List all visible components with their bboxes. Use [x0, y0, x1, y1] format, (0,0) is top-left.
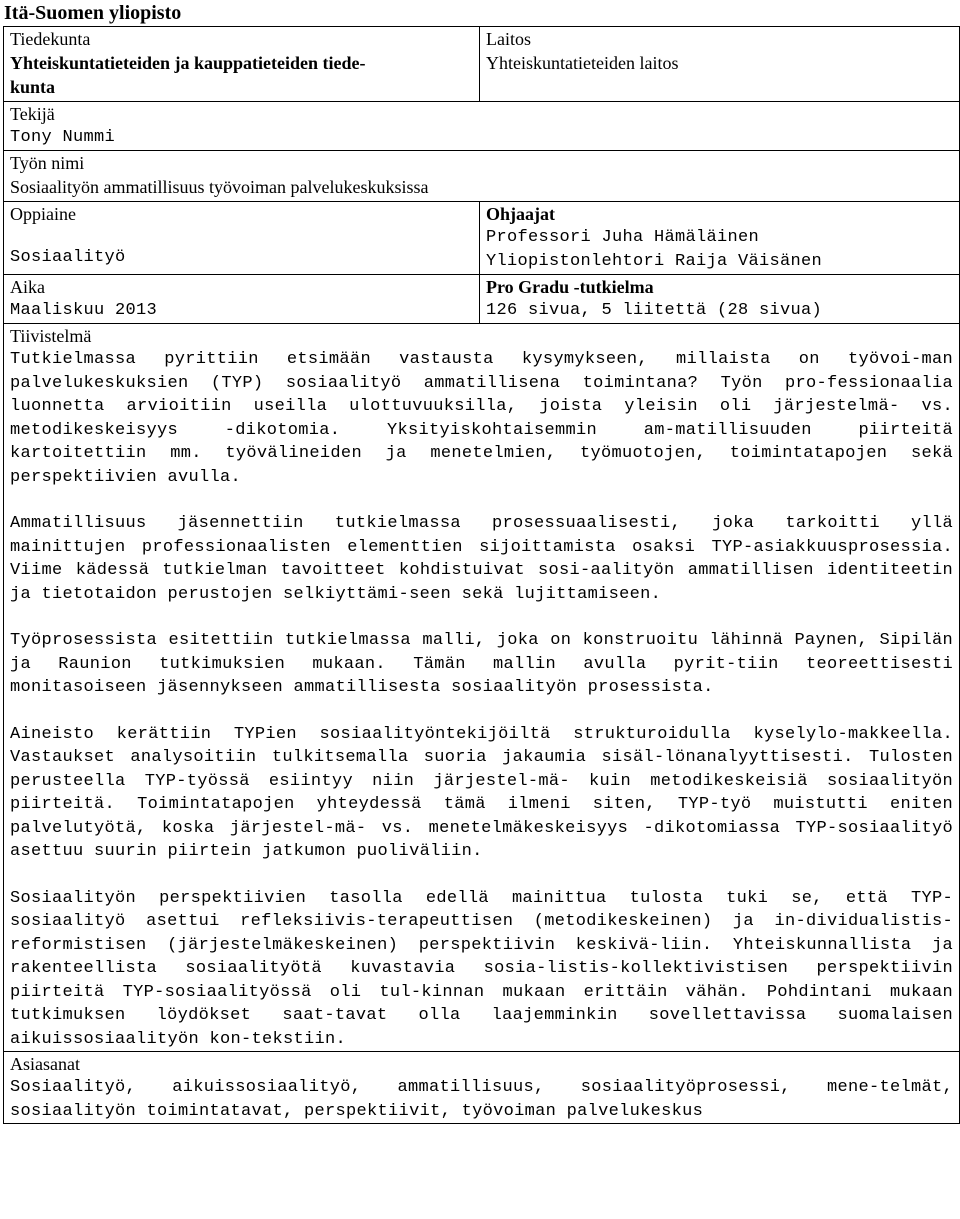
department-cell — [480, 27, 960, 102]
thesis-cell — [480, 275, 960, 324]
supervisor-1: Professori Juha Hämäläinen — [486, 228, 760, 247]
abstract-form — [3, 26, 960, 1124]
subject-value: Sosiaalityö — [10, 248, 126, 267]
thesis-label: Pro Gradu -tutkielma — [486, 277, 654, 297]
abstract-paragraph: Sosiaalityön perspektiivien tasolla edellä mainittua tulosta tuki se, että TYP-sosiaalityö asettui refleksiivis-terapeuttisen (metodikeskeinen) ja in-dividualistis-reformistisen (järjestelmäkeskeinen) perspektiivin keskivä-liin. Yhteiskunnallista ja rakenteellista sosiaalityötä kuvastavia sosia-listis-kollektivistisen perspektiivin piirteitä TYP-sosiaalityössä oli tul-kinnan mukaan erittäin vähän. Pohdintani mukaan tutkimuksen löydökset saat-tavat olla laajemminkin sovellettavissa suomalaisen aikuissosiaalityön kon-tekstiin. — [10, 888, 953, 1049]
supervisor-2: Yliopistonlehtori Raija Väisänen — [486, 252, 823, 271]
keywords-cell — [4, 1052, 960, 1124]
abstract-paragraph: Tutkielmassa pyrittiin etsimään vastausta kysymykseen, millaista on työvoi-man palvelukeskuksien (TYP) sosiaalityö ammatillisena toimintana? Työn pro-fessionaalia luonnetta arvioitiin useilla ulottuvuuksilla, joista yleisin oli järjestelmä- vs. metodikeskeisyys -dikotomia. Yksityiskohtaisemmin am-matillisuuden piirteitä kartoitettiin mm. työvälineiden ja menetelmien, työmuotojen, toimintatapojen sekä perspektiivien avulla. — [10, 350, 953, 487]
thesis-value: 126 sivua, 5 liitettä (28 sivua) — [486, 301, 823, 320]
time-cell — [4, 275, 480, 324]
subject-cell — [4, 202, 480, 275]
university-name: Itä-Suomen yliopisto — [4, 2, 182, 24]
keywords-label: Asiasanat — [10, 1054, 80, 1074]
author-label: Tekijä — [10, 104, 55, 124]
department-label: Laitos — [486, 29, 531, 49]
department-value: Yhteiskuntatieteiden laitos — [486, 53, 679, 73]
abstract-cell — [4, 324, 960, 1052]
faculty-value-line1: Yhteiskuntatieteiden ja kauppatieteiden tiede- — [10, 53, 366, 73]
work-title-cell — [4, 151, 960, 202]
work-title-value: Sosiaalityön ammatillisuus työvoiman palvelukeskuksissa — [10, 177, 429, 197]
subject-label: Oppiaine — [10, 204, 76, 224]
supervisors-cell — [480, 202, 960, 275]
supervisors-label: Ohjaajat — [486, 204, 555, 224]
abstract-label: Tiivistelmä — [10, 326, 92, 346]
abstract-paragraph: Ammatillisuus jäsennettiin tutkielmassa prosessuaalisesti, joka tarkoitti yllä mainittujen professionaalisten elementtien sijoittamista osaksi TYP-asiakkuusprosessia. Viime kädessä tutkielman tavoitteet kohdistuivat sosi-aalityön ammatillisen identiteetin ja tietotaidon perustojen selkiyttämi-seen sekä lujittamiseen. — [10, 514, 953, 604]
author-cell — [4, 102, 960, 151]
faculty-label: Tiedekunta — [10, 29, 91, 49]
author-value: Tony Nummi — [10, 128, 116, 147]
faculty-cell — [4, 27, 480, 102]
abstract-paragraph: Työprosessista esitettiin tutkielmassa malli, joka on konstruoitu lähinnä Paynen, Sipilän ja Raunion tutkimuksien mukaan. Tämän mallin avulla pyrit-tiin teoreettisesti monitasoiseen jäsennykseen ammatillisesta sosiaalityön prosessista. — [10, 631, 953, 697]
faculty-value-line2: kunta — [10, 77, 56, 97]
time-value: Maaliskuu 2013 — [10, 301, 158, 320]
keywords-value: Sosiaalityö, aikuissosiaalityö, ammatillisuus, sosiaalityöprosessi, mene-telmät, sosiaalityön toimintatavat, perspektiivit, työvoiman palvelukeskus — [10, 1078, 953, 1121]
work-title-label: Työn nimi — [10, 153, 85, 173]
time-label: Aika — [10, 277, 45, 297]
abstract-paragraph: Aineisto kerättiin TYPien sosiaalityöntekijöiltä strukturoidulla kyselylo-makkeella. Vastaukset analysoitiin tulkitsemalla suoria jakaumia sisäl-lönanalyyttisesti. Tulosten perusteella TYP-työssä esiintyy niin järjestel-mä- kuin metodikeskeisiä sosiaalityön piirteitä. Toimintatapojen yhteydessä tämä ilmeni siten, TYP-työ muistutti eniten palvelutyötä, koska järjestel-mä- vs. menetelmäkeskeisyys -dikotomiassa TYP-sosiaalityö asettuu suurin piirtein jatkumon puoliväliin. — [10, 724, 953, 861]
